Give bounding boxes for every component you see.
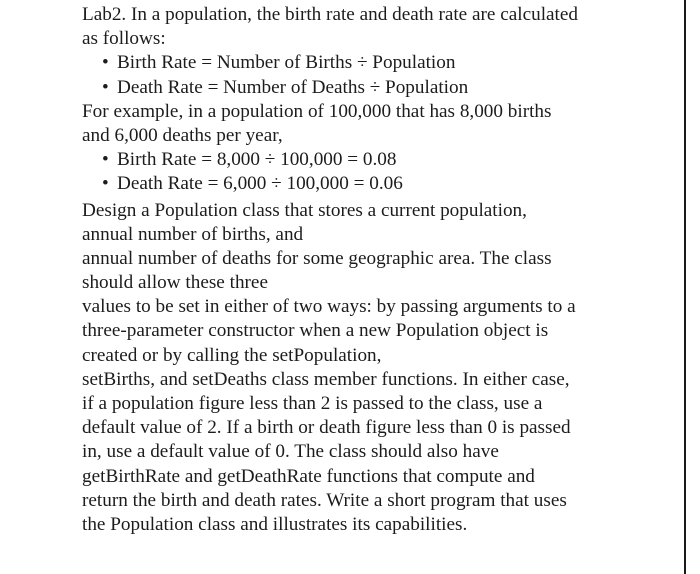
body-line: default value of 2. If a birth or death figure less than 0 is passed (82, 417, 571, 439)
bullet-text: Birth Rate = 8,000 ÷ 100,000 = 0.08 (117, 149, 397, 171)
example-line: For example, in a population of 100,000 that has 8,000 births (82, 100, 552, 122)
body-line: getBirthRate and getDeathRate functions that compute and (82, 465, 535, 487)
page-right-border (684, 0, 686, 574)
body-line: annual number of births, and (82, 223, 304, 245)
example-line: and 6,000 deaths per year, (82, 124, 283, 146)
bullet-death-rate-example (82, 172, 678, 196)
bullet-birth-rate-example (82, 148, 678, 172)
intro-line: as follows: (82, 28, 166, 50)
body-line: setBirths, and setDeaths class member functions. In either case, (82, 368, 570, 390)
body-line: in, use a default value of 0. The class should also have (82, 441, 499, 463)
body-line: three-parameter constructor when a new Population object is (82, 320, 549, 342)
bullet-text: Death Rate = Number of Deaths ÷ Population (117, 76, 469, 98)
bullet-icon: • (102, 76, 109, 98)
bullet-birth-rate-formula (82, 51, 678, 75)
bullet-death-rate-formula (82, 76, 678, 100)
bullet-icon: • (102, 52, 109, 74)
body-line: the Population class and illustrates its capabilities. (82, 513, 468, 535)
document-text (82, 3, 678, 537)
body-line: should allow these three (82, 272, 268, 294)
bullet-icon: • (102, 173, 109, 195)
body-line: Design a Population class that stores a current population, (82, 199, 527, 221)
body-line: return the birth and death rates. Write a short program that uses (82, 489, 567, 511)
title-line: Lab2. In a population, the birth rate and death rate are calculated (82, 4, 578, 25)
body-line: annual number of deaths for some geographic area. The class (82, 247, 552, 269)
body-line: created or by calling the setPopulation, (82, 344, 382, 366)
bullet-text: Death Rate = 6,000 ÷ 100,000 = 0.06 (117, 173, 403, 195)
bullet-icon: • (102, 149, 109, 171)
bullet-text: Birth Rate = Number of Births ÷ Population (117, 52, 456, 74)
body-line: if a population figure less than 2 is passed to the class, use a (82, 393, 543, 414)
body-line: values to be set in either of two ways: by passing arguments to a (82, 296, 576, 318)
